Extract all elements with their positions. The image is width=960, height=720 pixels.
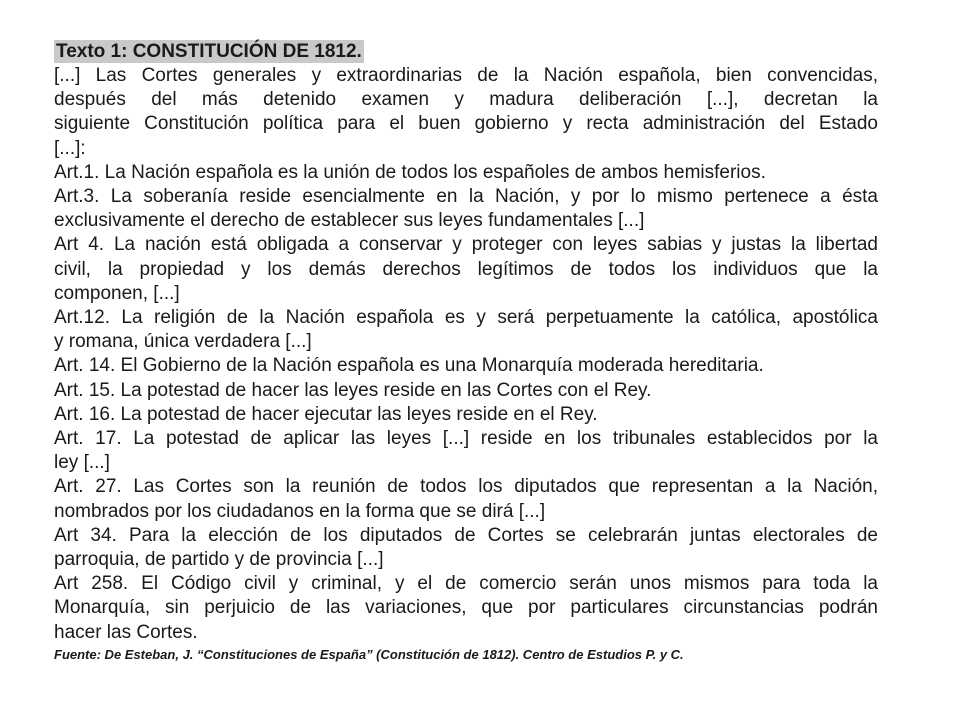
text-line: y romana, única verdadera [...] [54,331,312,353]
text-line: ley [...] [54,452,110,474]
text-line: nombrados por los ciudadanos en la forma que se dirá [...] [54,500,546,522]
text-line: civil, la propiedad y los demás derechos legítimos de todos los individuos que la [54,258,878,280]
article-15-line: Art. 15. La potestad de hacer las leyes reside en las Cortes con el Rey. [54,379,652,401]
text-line: parroquia, de partido y de provincia [...] [54,549,384,571]
text-line: componen, [...] [54,282,180,304]
text-line: después del más detenido examen y madura deliberación [...], decretan la [54,89,878,111]
article-3-line: Art.3. La soberanía reside esencialmente en la Nación, y por lo mismo pertenece a ésta [54,186,878,208]
article-14-line: Art. 14. El Gobierno de la Nación española es una Monarquía moderada hereditaria. [54,355,764,377]
text-line: exclusivamente el derecho de establecer sus leyes fundamentales [...] [54,210,645,232]
document-text [54,40,878,664]
article-27-line: Art. 27. Las Cortes son la reunión de todos los diputados que representan a la Nación, [54,476,878,498]
text-line: [...] Las Cortes generales y extraordinarias de la Nación española, bien convencidas, [54,65,878,86]
text-line: hacer las Cortes. [54,621,198,643]
text-line: Monarquía, sin perjuicio de las variaciones, que por particulares circunstancias podrán [54,597,878,619]
text-line: siguiente Constitución política para el buen gobierno y recta administración del Estado [54,113,878,135]
document-title: Texto 1: CONSTITUCIÓN DE 1812. [56,41,362,62]
text-line: [...]: [54,137,86,159]
article-17-line: Art. 17. La potestad de aplicar las leyes [...] reside en los tribunales establecidos por la [54,428,878,450]
article-16-line: Art. 16. La potestad de hacer ejecutar las leyes reside en el Rey. [54,403,598,425]
article-1-line: Art.1. La Nación española es la unión de todos los españoles de ambos hemisferios. [54,161,766,183]
article-34-line: Art 34. Para la elección de los diputados de Cortes se celebrarán juntas electorales de [54,524,878,546]
article-258-line: Art 258. El Código civil y criminal, y el de comercio serán unos mismos para toda la [54,573,878,595]
article-12-line: Art.12. La religión de la Nación española es y será perpetuamente la católica, apostólica [54,307,878,329]
article-4-line: Art 4. La nación está obligada a conservar y proteger con leyes sabias y justas la libertad [54,234,878,256]
source-citation: Fuente: De Esteban, J. “Constituciones de España” (Constitución de 1812). Centro de Estudios P. y C. [54,646,684,662]
